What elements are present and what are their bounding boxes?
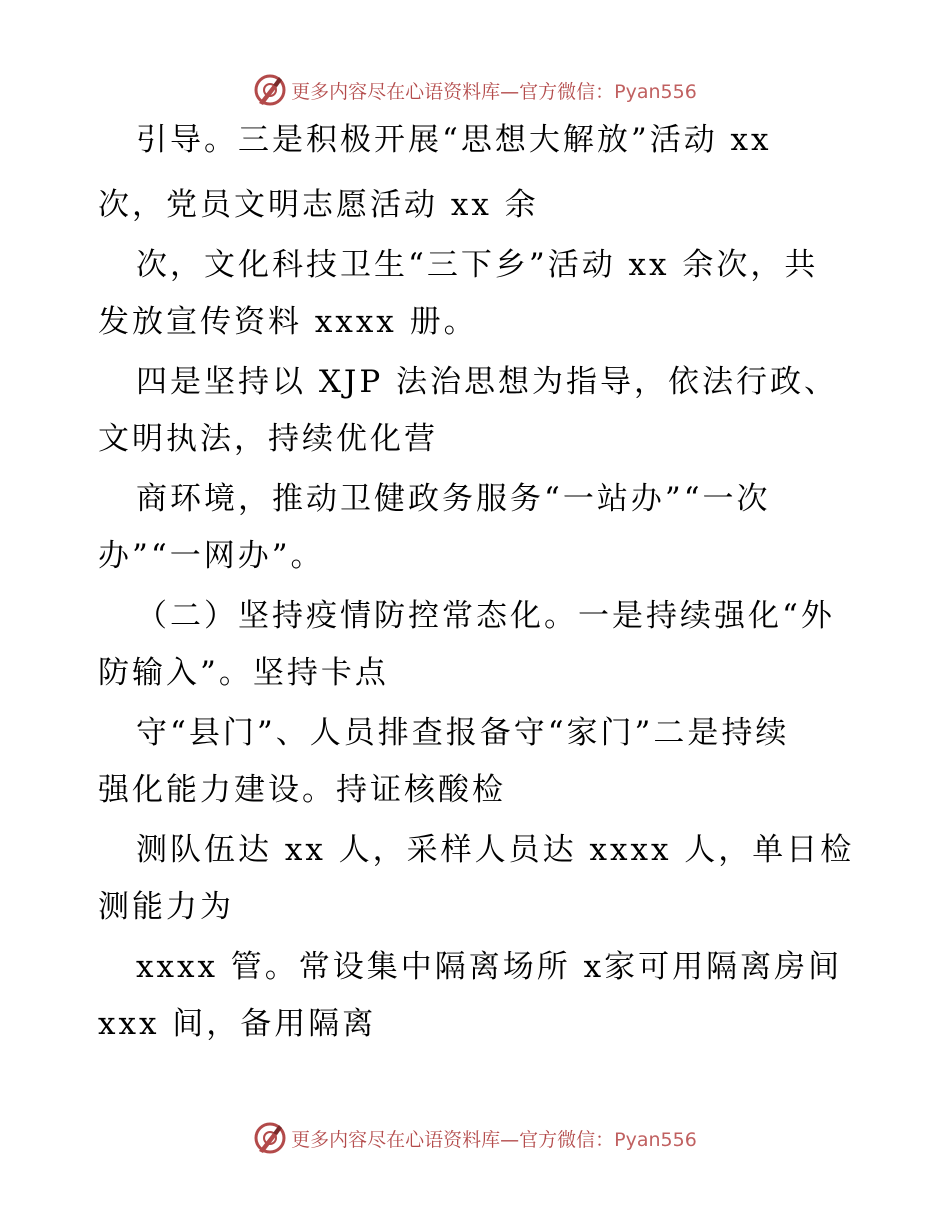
body-line: 文明执法，持续优化营	[98, 421, 438, 457]
body-line: 次，文化科技卫生“三下乡”活动 xx 余次，共	[136, 247, 819, 283]
body-line: 次，党员文明志愿活动 xx 余	[98, 187, 539, 223]
pen-logo-icon	[253, 1121, 287, 1155]
header-banner	[0, 70, 950, 110]
body-line: 测能力为	[98, 889, 234, 925]
body-line: 发放宣传资料 xxxx 册。	[98, 304, 478, 340]
body-line: 四是坚持以 XJP 法治思想为指导，依法行政、	[136, 364, 839, 400]
body-line: （二）坚持疫情防控常态化。一是持续强化“外	[136, 598, 835, 634]
footer-banner	[0, 1118, 950, 1158]
body-line: xxxx 管。常设集中隔离场所 x家可用隔离房间	[136, 949, 843, 985]
body-line: 办”“一网办”。	[98, 538, 325, 574]
body-line: 引导。三是积极开展“思想大解放”活动 xx	[136, 122, 772, 158]
pen-logo-icon	[253, 73, 287, 107]
footer-banner-text: 更多内容尽在心语资料库—官方微信：Pyan556	[291, 1128, 697, 1151]
body-line: 强化能力建设。持证核酸检	[98, 772, 506, 808]
footer-wechat-id: Pyan556	[614, 1128, 697, 1151]
body-line: xxx 间，备用隔离	[98, 1006, 377, 1042]
header-banner-text: 更多内容尽在心语资料库—官方微信：Pyan556	[291, 80, 697, 103]
body-line: 守“县门”、人员排查报备守“家门”二是持续	[136, 715, 790, 751]
body-line: 测队伍达 xx 人，采样人员达 xxxx 人，单日检	[136, 832, 855, 868]
header-wechat-id: Pyan556	[614, 80, 697, 103]
body-line: 防输入”。坚持卡点	[98, 655, 389, 691]
body-line: 商环境，推动卫健政务服务“一站办”“一次	[136, 481, 771, 517]
